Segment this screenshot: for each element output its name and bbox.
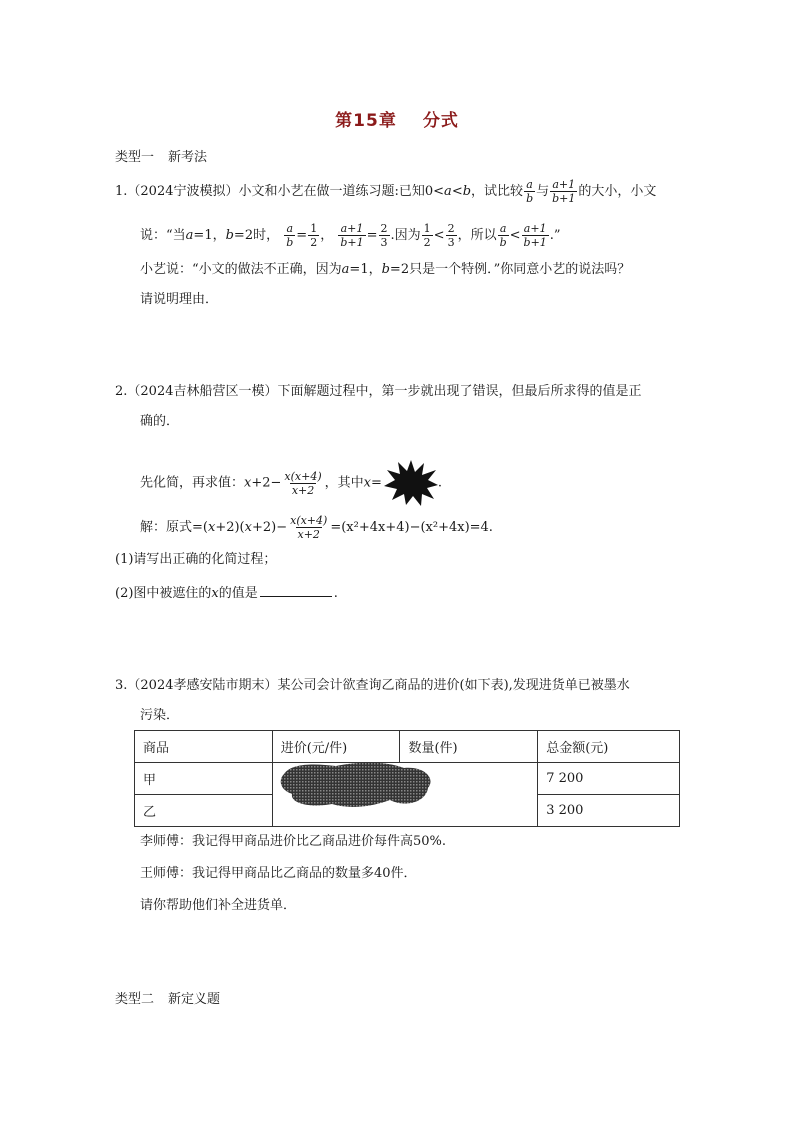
var-a: a xyxy=(185,228,194,243)
q1-line-4 xyxy=(140,290,218,310)
x-equals: x= xyxy=(363,475,382,491)
frac-denominator: 2 xyxy=(423,236,431,249)
q1-eq2: =2时， xyxy=(233,228,280,243)
var-b: b xyxy=(225,228,234,243)
q1-size-text: 的大小，小文 xyxy=(578,184,657,199)
question-number: 2. xyxy=(115,384,128,399)
section-heading-2 xyxy=(115,988,220,1007)
frac-numerator: a xyxy=(286,222,294,235)
frac-numerator: a+1 xyxy=(340,222,364,235)
q2-intro2: 确的． xyxy=(140,414,180,429)
frac-denominator: b+1 xyxy=(552,192,576,205)
fraction-a-over-b xyxy=(284,222,295,249)
table-cell-total: 7 200 xyxy=(538,763,680,795)
question-number: 1. xyxy=(115,184,128,199)
q2-solution-pre: 解：原式=( xyxy=(140,520,208,535)
q2-line-1 xyxy=(115,382,642,402)
q3-li xyxy=(140,832,446,852)
answer-blank[interactable] xyxy=(260,582,332,597)
var-x: x xyxy=(207,520,216,535)
section-name: 新考法 xyxy=(168,150,208,165)
question-number: 3. xyxy=(115,678,128,693)
fraction-two-thirds xyxy=(379,222,390,249)
frac-numerator: 2 xyxy=(380,222,388,235)
fraction-a1-over-b1 xyxy=(522,222,549,249)
fraction-two-thirds xyxy=(446,222,457,249)
q2-line-4 xyxy=(140,514,493,541)
q2-solution-mid2: +2)− xyxy=(251,520,288,535)
frac-denominator: b+1 xyxy=(523,236,547,249)
q2-sub2-pre: (2)图中被遮住的 xyxy=(115,586,212,601)
q2-sub1-text: (1)请写出正确的化简过程； xyxy=(115,552,277,567)
q1-eq1: =1， xyxy=(193,228,226,243)
frac-numerator: x(x+4) xyxy=(284,469,322,483)
xiaoyi-b: =2只是一个特例．”你同意小艺的说法吗？ xyxy=(389,262,631,277)
q1-say-text: 说：“当 xyxy=(140,228,186,243)
comma: ， xyxy=(320,228,334,243)
q2-solution-mid1: +2)( xyxy=(215,520,245,535)
lt-sign: < xyxy=(509,228,521,243)
question-source: （2024吉林船营区一模） xyxy=(127,384,278,399)
frac-numerator: a+1 xyxy=(552,178,576,191)
fraction-a-over-b xyxy=(498,222,509,249)
fraction-a-over-b xyxy=(524,178,535,205)
chapter-name: 分式 xyxy=(422,111,459,131)
fraction-one-half xyxy=(422,222,433,249)
fraction-x-x4-over-x2 xyxy=(288,514,329,541)
frac-denominator: 3 xyxy=(447,236,455,249)
frac-numerator: 1 xyxy=(310,222,318,235)
table-header-cell: 商品 xyxy=(135,731,273,763)
q1-line-3 xyxy=(140,260,630,280)
q1-line-1 xyxy=(115,178,656,205)
section-name: 新定义题 xyxy=(168,992,221,1007)
q2-intro: 下面解题过程中，第一步就出现了错误，但最后所求得的值是正 xyxy=(277,384,642,399)
q2-simplify-text: 先化简，再求值： xyxy=(140,475,245,491)
fraction-one-half xyxy=(308,222,319,249)
frac-denominator: b xyxy=(499,236,507,249)
question-source: （2024宁波模拟） xyxy=(127,184,239,199)
q2-expr: +2− xyxy=(251,475,282,491)
q3-line-1 xyxy=(115,676,630,696)
q2-sub2-mid: 的值是 xyxy=(218,586,258,601)
fraction-a1-over-b1 xyxy=(338,222,365,249)
li-statement: 李师傅：我记得甲商品进价比乙商品进价每件高50%. xyxy=(140,834,447,849)
frac-numerator: x(x+4) xyxy=(290,514,328,527)
q2-where: ，其中 xyxy=(324,475,364,491)
q3-ask xyxy=(140,896,296,916)
section-heading-1 xyxy=(115,146,207,165)
q2-solution-tail: =(x²+4x+4)−(x²+4x)=4. xyxy=(330,520,493,535)
q1-explain: 请说明理由． xyxy=(140,292,219,307)
table-header-cell: 数量(件) xyxy=(400,731,538,763)
var-a: a xyxy=(444,184,452,199)
var-b: b xyxy=(462,184,472,199)
chapter-number: 第15章 xyxy=(335,111,397,131)
var-b: b xyxy=(381,262,390,277)
var-x: x xyxy=(244,520,252,535)
lt-sign: < xyxy=(433,228,445,243)
table-header-cell: 进价(元/件) xyxy=(272,731,400,763)
section-label: 类型二 xyxy=(115,992,155,1007)
q2-sub1 xyxy=(115,550,276,570)
frac-denominator: b xyxy=(286,236,294,249)
q3-wang xyxy=(140,864,417,884)
frac-denominator: 3 xyxy=(380,236,388,249)
period: . xyxy=(333,586,338,601)
table-header-row xyxy=(135,731,680,763)
xiaoyi-text: 小艺说：“小文的做法不正确，因为 xyxy=(140,262,342,277)
q3-intro2: 污染． xyxy=(140,708,180,723)
frac-denominator: x+2 xyxy=(291,483,315,497)
q1-intro: 小文和小艺在做一道练习题:已知0< xyxy=(238,184,445,199)
q1-because-text: .因为 xyxy=(390,228,421,243)
page-title xyxy=(0,106,794,131)
ink-stain-icon xyxy=(278,760,436,810)
frac-numerator: a xyxy=(526,178,533,191)
frac-numerator: 2 xyxy=(447,222,455,235)
ink-splat-icon xyxy=(384,460,438,506)
q1-so-text: ，所以 xyxy=(457,228,497,243)
frac-numerator: a xyxy=(499,222,507,235)
q2-line-3 xyxy=(140,460,442,506)
equals-sign: = xyxy=(296,228,308,243)
frac-denominator: b xyxy=(526,192,534,205)
q3-intro: 某公司会计欲查询乙商品的进价(如下表),发现进货单已被墨水 xyxy=(277,678,630,693)
table-cell-item: 甲 xyxy=(135,763,273,795)
var-x: x xyxy=(211,586,219,601)
frac-denominator: b+1 xyxy=(340,236,364,249)
q1-compare-text: ，试比较 xyxy=(471,184,524,199)
q3-line-2 xyxy=(140,706,179,726)
section-label: 类型一 xyxy=(115,150,155,165)
q1-with-text: 与 xyxy=(536,184,550,199)
table-header-cell: 总金额(元) xyxy=(538,731,680,763)
question-source: （2024孝感安陆市期末） xyxy=(127,678,278,693)
fraction-x-x4-over-x2 xyxy=(282,470,323,497)
period: . xyxy=(437,475,443,491)
equals-sign: = xyxy=(366,228,378,243)
q1-line-2 xyxy=(140,222,561,249)
wang-statement: 王师傅：我记得甲商品比乙商品的数量多40件． xyxy=(140,866,417,881)
var-a: a xyxy=(341,262,350,277)
lt-sign: < xyxy=(451,184,463,199)
frac-denominator: 2 xyxy=(310,236,318,249)
var-x: x xyxy=(244,475,252,491)
fraction-a1-over-b1 xyxy=(550,178,577,205)
frac-numerator: a+1 xyxy=(523,222,547,235)
q2-sub2 xyxy=(115,582,338,604)
q2-line-2 xyxy=(140,412,179,432)
table-cell-item: 乙 xyxy=(135,795,273,827)
frac-denominator: x+2 xyxy=(297,528,320,541)
frac-numerator: 1 xyxy=(423,222,431,235)
q3-ask-text: 请你帮助他们补全进货单． xyxy=(140,898,297,913)
xiaoyi-a: =1， xyxy=(349,262,382,277)
table-cell-total: 3 200 xyxy=(538,795,680,827)
quote-end: .” xyxy=(549,228,561,243)
